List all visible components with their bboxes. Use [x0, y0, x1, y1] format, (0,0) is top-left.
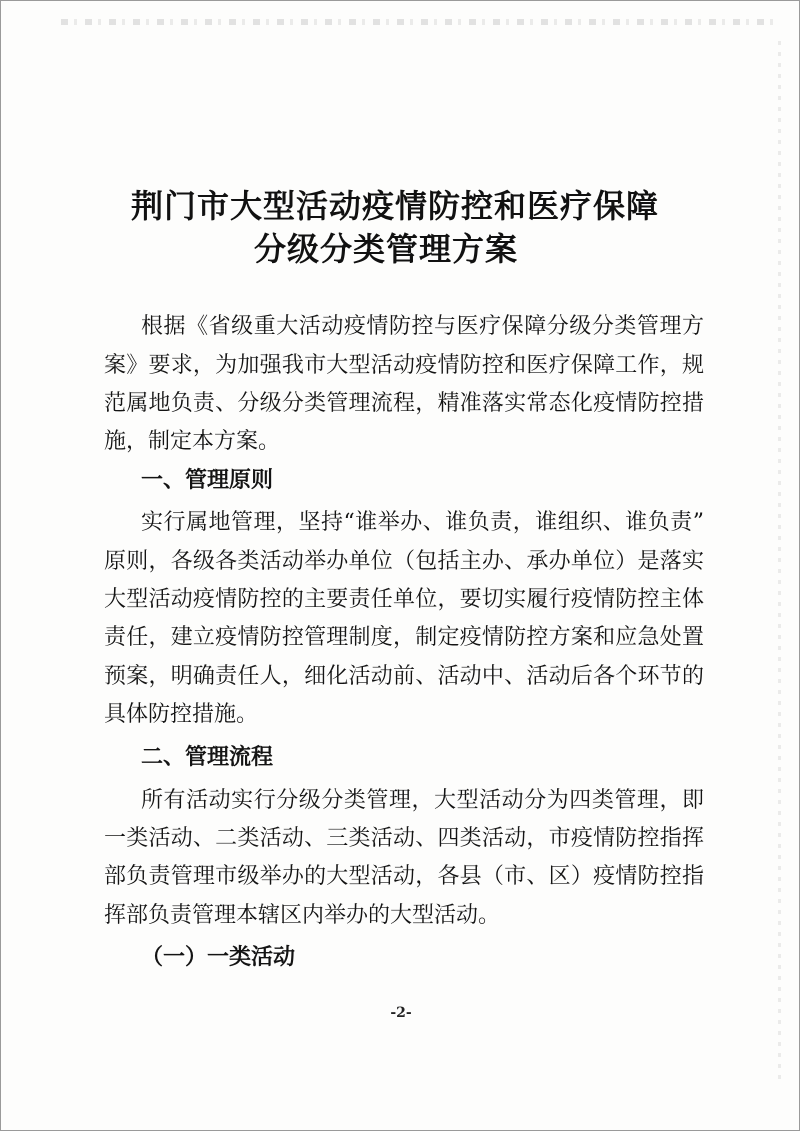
section2-line: 部负责管理市级举办的大型活动，各县（市、区）疫情防控指 [104, 864, 704, 889]
document-title-line-1: 荆门市大型活动疫情防控和医疗保障 [130, 187, 659, 225]
scan-artifact-top [61, 19, 781, 25]
intro-line: 案》要求，为加强我市大型活动疫情防控和医疗保障工作，规 [104, 353, 704, 378]
intro-line: 施，制定本方案。 [104, 429, 281, 454]
section1-line: 大型活动疫情防控的主要责任单位，要切实履行疫情防控主体 [104, 587, 704, 612]
intro-line: 范属地负责、分级分类管理流程，精准落实常态化疫情防控措 [104, 391, 704, 416]
section1-line: 责任，建立疫情防控管理制度，制定疫情防控方案和应急处置 [104, 625, 704, 650]
subsection-heading: （一）一类活动 [141, 944, 296, 970]
intro-line: 根据《省级重大活动疫情防控与医疗保障分级分类管理方 [141, 314, 704, 339]
section-heading: 一、管理原则 [141, 468, 274, 493]
section1-line: 实行属地管理，坚持“谁举办、谁负责，谁组织、谁负责” [141, 510, 704, 535]
section1-line: 预案，明确责任人，细化活动前、活动中、活动后各个环节的 [104, 664, 704, 689]
section1-line: 原则，各级各类活动举办单位（包括主办、承办单位）是落实 [104, 549, 704, 574]
page-number: -2- [390, 1005, 412, 1021]
document-title-line-2: 分级分类管理方案 [253, 230, 518, 268]
section2-line: 挥部负责管理本辖区内举办的大型活动。 [104, 903, 501, 928]
section1-line: 具体防控措施。 [104, 702, 259, 727]
section2-line: 所有活动实行分级分类管理，大型活动分为四类管理，即 [141, 788, 704, 813]
section-heading: 二、管理流程 [141, 745, 274, 770]
section2-line: 一类活动、二类活动、三类活动、四类活动，市疫情防控指挥 [104, 826, 704, 851]
